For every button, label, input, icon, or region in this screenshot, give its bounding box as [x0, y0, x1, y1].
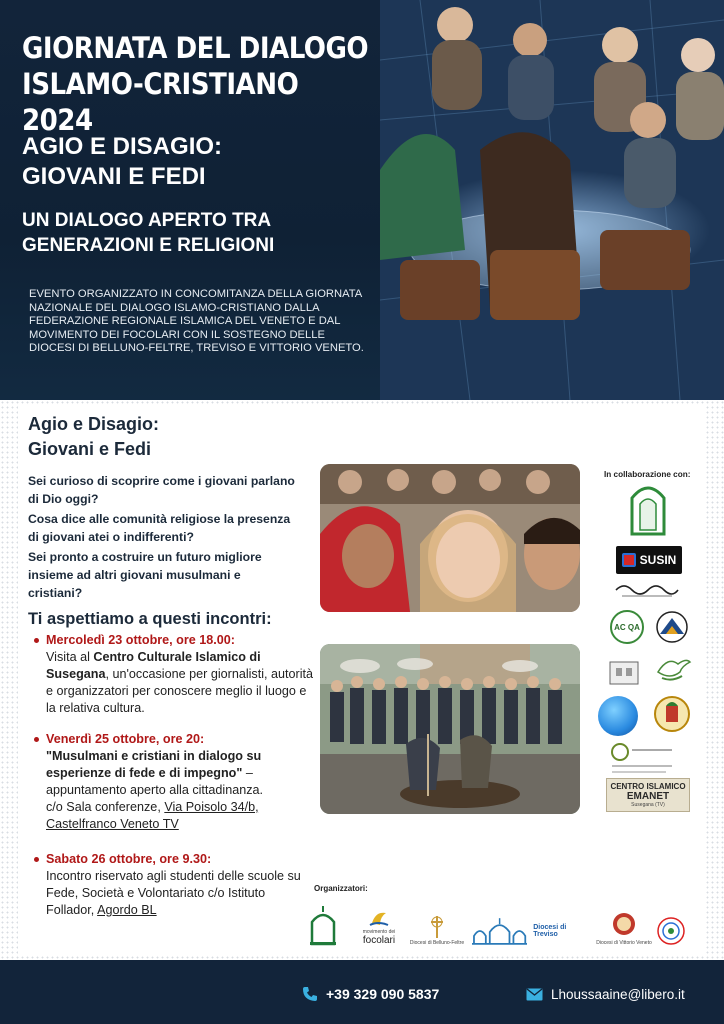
event-tagline	[22, 208, 372, 258]
focolari-small-label: movimento dei	[362, 929, 396, 935]
bullet-icon	[34, 638, 39, 643]
event-text-part: Visita al	[46, 650, 94, 664]
event-tagline-line1: UN DIALOGO APERTO TRA	[22, 210, 272, 231]
emanet-line1: CENTRO ISLAMICO	[610, 782, 686, 791]
dove-logo	[652, 652, 692, 686]
event-tagline-line2: GENERAZIONI E RELIGIONI	[22, 235, 275, 256]
email-contact[interactable]	[526, 987, 685, 1002]
mosque-logo	[626, 480, 670, 536]
event-quote: "Musulmani e cristiani in dialogo su esperienze di fede e di impegno"	[46, 749, 262, 780]
susin-name: SUSIN	[639, 553, 677, 567]
emblem-logo	[652, 694, 692, 734]
event-text	[46, 649, 314, 717]
envelope-icon	[526, 988, 543, 1001]
vittorio-diocese-logo	[596, 896, 652, 946]
susin-logo	[616, 546, 682, 574]
event-theme	[22, 132, 372, 192]
phone-icon	[302, 986, 318, 1002]
event-title-line1: GIORNATA DEL DIALOGO	[22, 31, 369, 65]
phone-contact[interactable]	[302, 986, 439, 1002]
phone-number: +39 329 090 5837	[326, 986, 440, 1002]
focolari-logo	[354, 896, 404, 946]
wreath-logo	[606, 742, 676, 776]
event-text-part: – appuntamento aperto alla cittadinanza.	[46, 766, 264, 797]
bullet-icon	[34, 857, 39, 862]
emanet-city: Susegana (TV)	[631, 802, 665, 808]
event-venue-prefix: c/o Sala conferenze,	[46, 800, 165, 814]
question-item: Sei pronto a costruire un futuro migliore insieme ad altri giovani musulmani e cristiani?	[28, 550, 262, 600]
mountain-logo	[654, 610, 690, 644]
belluno-diocese-logo	[409, 896, 465, 946]
venue-address-link[interactable]: Agordo BL	[97, 903, 157, 917]
tree-planting-photo	[320, 644, 580, 814]
vittorio-diocese-name: Diocesi di Vittorio Veneto	[596, 940, 652, 946]
treviso-diocese-logo	[472, 896, 592, 946]
building-logo	[606, 654, 642, 686]
event-date: Mercoledì 23 ottobre, ore 18.00:	[46, 633, 235, 647]
acqa-name: AC QA	[614, 622, 640, 632]
hero-banner	[0, 0, 724, 400]
event-theme-line1: AGIO E DISAGIO:	[22, 133, 223, 160]
event-item	[34, 632, 314, 717]
venue-address-link[interactable]: Via Poisolo 34/b, Castelfranco Veneto TV	[46, 800, 259, 831]
question-item: Sei curioso di scoprire come i giovani parlano di Dio oggi?	[28, 474, 295, 506]
focolari-name: focolari	[362, 935, 396, 946]
organizers-label: Organizzatori:	[314, 884, 368, 893]
event-date: Sabato 26 ottobre, ore 9.30:	[46, 852, 212, 866]
intro-title	[28, 412, 308, 462]
dialogue-circle-logo	[654, 896, 688, 946]
susin-mark-icon	[622, 553, 636, 567]
intro-questions	[28, 472, 298, 604]
event-venue	[46, 799, 314, 833]
globe-logo	[598, 696, 638, 736]
event-item	[34, 851, 314, 919]
event-theme-line2: GIOVANI E FEDI	[22, 163, 206, 190]
emanet-line2: EMANET	[626, 791, 670, 802]
event-text-part: Incontro riservato agli studenti delle scuole su Fede, Società e Volontariato c/o Istituto Follador,	[46, 869, 301, 917]
belluno-diocese-name: Diocesi di Belluno-Feltre	[409, 940, 465, 946]
email-address: Lhoussaaine@libero.it	[551, 987, 685, 1002]
event-item	[34, 731, 314, 833]
event-text	[46, 748, 314, 799]
events-heading: Ti aspettiamo a questi incontri:	[28, 610, 272, 628]
intro-title-line2: Giovani e Fedi	[28, 439, 152, 459]
bullet-icon	[34, 737, 39, 742]
event-text	[46, 868, 314, 919]
event-title	[22, 30, 372, 138]
domes-icon	[472, 916, 527, 946]
acqa-logo	[610, 610, 644, 644]
hero-illustration	[380, 0, 724, 400]
collaboration-label: In collaborazione con:	[604, 470, 691, 479]
event-title-line2: ISLAMO-CRISTIANO 2024	[22, 67, 299, 137]
event-date: Venerdì 25 ottobre, ore 20:	[46, 732, 205, 746]
event-venue-name: Centro Culturale Islamico di Susegana	[46, 650, 261, 681]
question-item: Cosa dice alle comunità religiose la presenza di giovani atei o indifferenti?	[28, 512, 291, 544]
intro-title-line1: Agio e Disagio:	[28, 414, 160, 434]
islamic-federation-logo	[298, 896, 348, 946]
event-text-part: , un'occasione per giornalisti, autorità e organizzatori per conoscere meglio il luogo e la relativa cultura.	[46, 667, 314, 715]
focolari-mark-icon	[368, 909, 390, 929]
emanet-logo	[606, 778, 690, 812]
event-description: EVENTO ORGANIZZATO IN CONCOMITANZA DELLA GIORNATA NAZIONALE DEL DIALOGO ISLAMO-CRISTIANO DALLA FEDERAZIONE REGIONALE ISLAMICA DEL VENETO E DAL MOVIMENTO DEI FOCOLARI CON IL SOSTEGNO DELLE DIOCESI DI BELLUNO-FELTRE, TREVISO E VITTORIO VENETO.	[29, 288, 364, 355]
youth-photo	[320, 464, 580, 612]
arabic-association-logo	[612, 580, 682, 600]
events-list	[34, 632, 314, 933]
treviso-diocese-name: Diocesi di Treviso	[533, 924, 567, 938]
